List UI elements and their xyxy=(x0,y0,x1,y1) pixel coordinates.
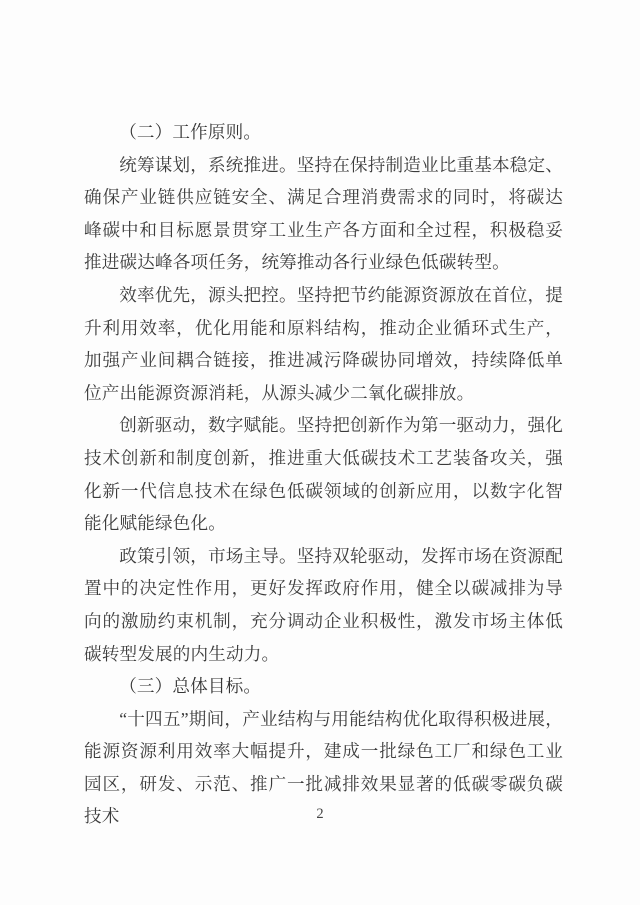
paragraph-efficiency-first: 效率优先，源头把控。坚持把节约能源资源放在首位，提升利用效率，优化用能和原料结构，推动企业循环式生产，加强产业间耦合链接，推进减污降碳协同增效，持续降低单位产出能源资源消耗，从源头减少二氧化碳排放。 xyxy=(84,284,563,403)
paragraph-14th-five-year-goals: “十四五”期间，产业结构与用能结构优化取得积极进展，能源资源利用效率大幅提升，建成一批绿色工厂和绿色工业园区，研发、示范、推广一批减排效果显著的低碳零碳负碳技术 xyxy=(84,708,563,827)
paragraph-innovation-driven: 创新驱动，数字赋能。坚持把创新作为第一驱动力，强化技术创新和制度创新，推进重大低碳技术工艺装备攻关，强化新一代信息技术在绿色低碳领域的创新应用，以数字化智能化赋能绿色化。 xyxy=(84,415,563,534)
paragraph-policy-guidance: 政策引领，市场主导。坚持双轮驱动，发挥市场在资源配置中的决定性作用，更好发挥政府作用，健全以碳减排为导向的激励约束机制，充分调动企业积极性，激发市场主体低碳转型发展的内生动力。 xyxy=(84,545,563,664)
paragraph-overall-planning: 统筹谋划，系统推进。坚持在保持制造业比重基本稳定、确保产业链供应链安全、满足合理消费需求的同时，将碳达峰碳中和目标愿景贯穿工业生产各方面和全过程，积极稳妥推进碳达峰各项任务，统筹推动各行业绿色低碳转型。 xyxy=(84,154,563,273)
page-number: 2 xyxy=(316,806,324,822)
subsection-heading-overall-goals: （三）总体目标。 xyxy=(119,676,262,697)
subsection-heading-work-principles: （二）工作原则。 xyxy=(119,122,262,142)
document-body xyxy=(84,116,563,833)
